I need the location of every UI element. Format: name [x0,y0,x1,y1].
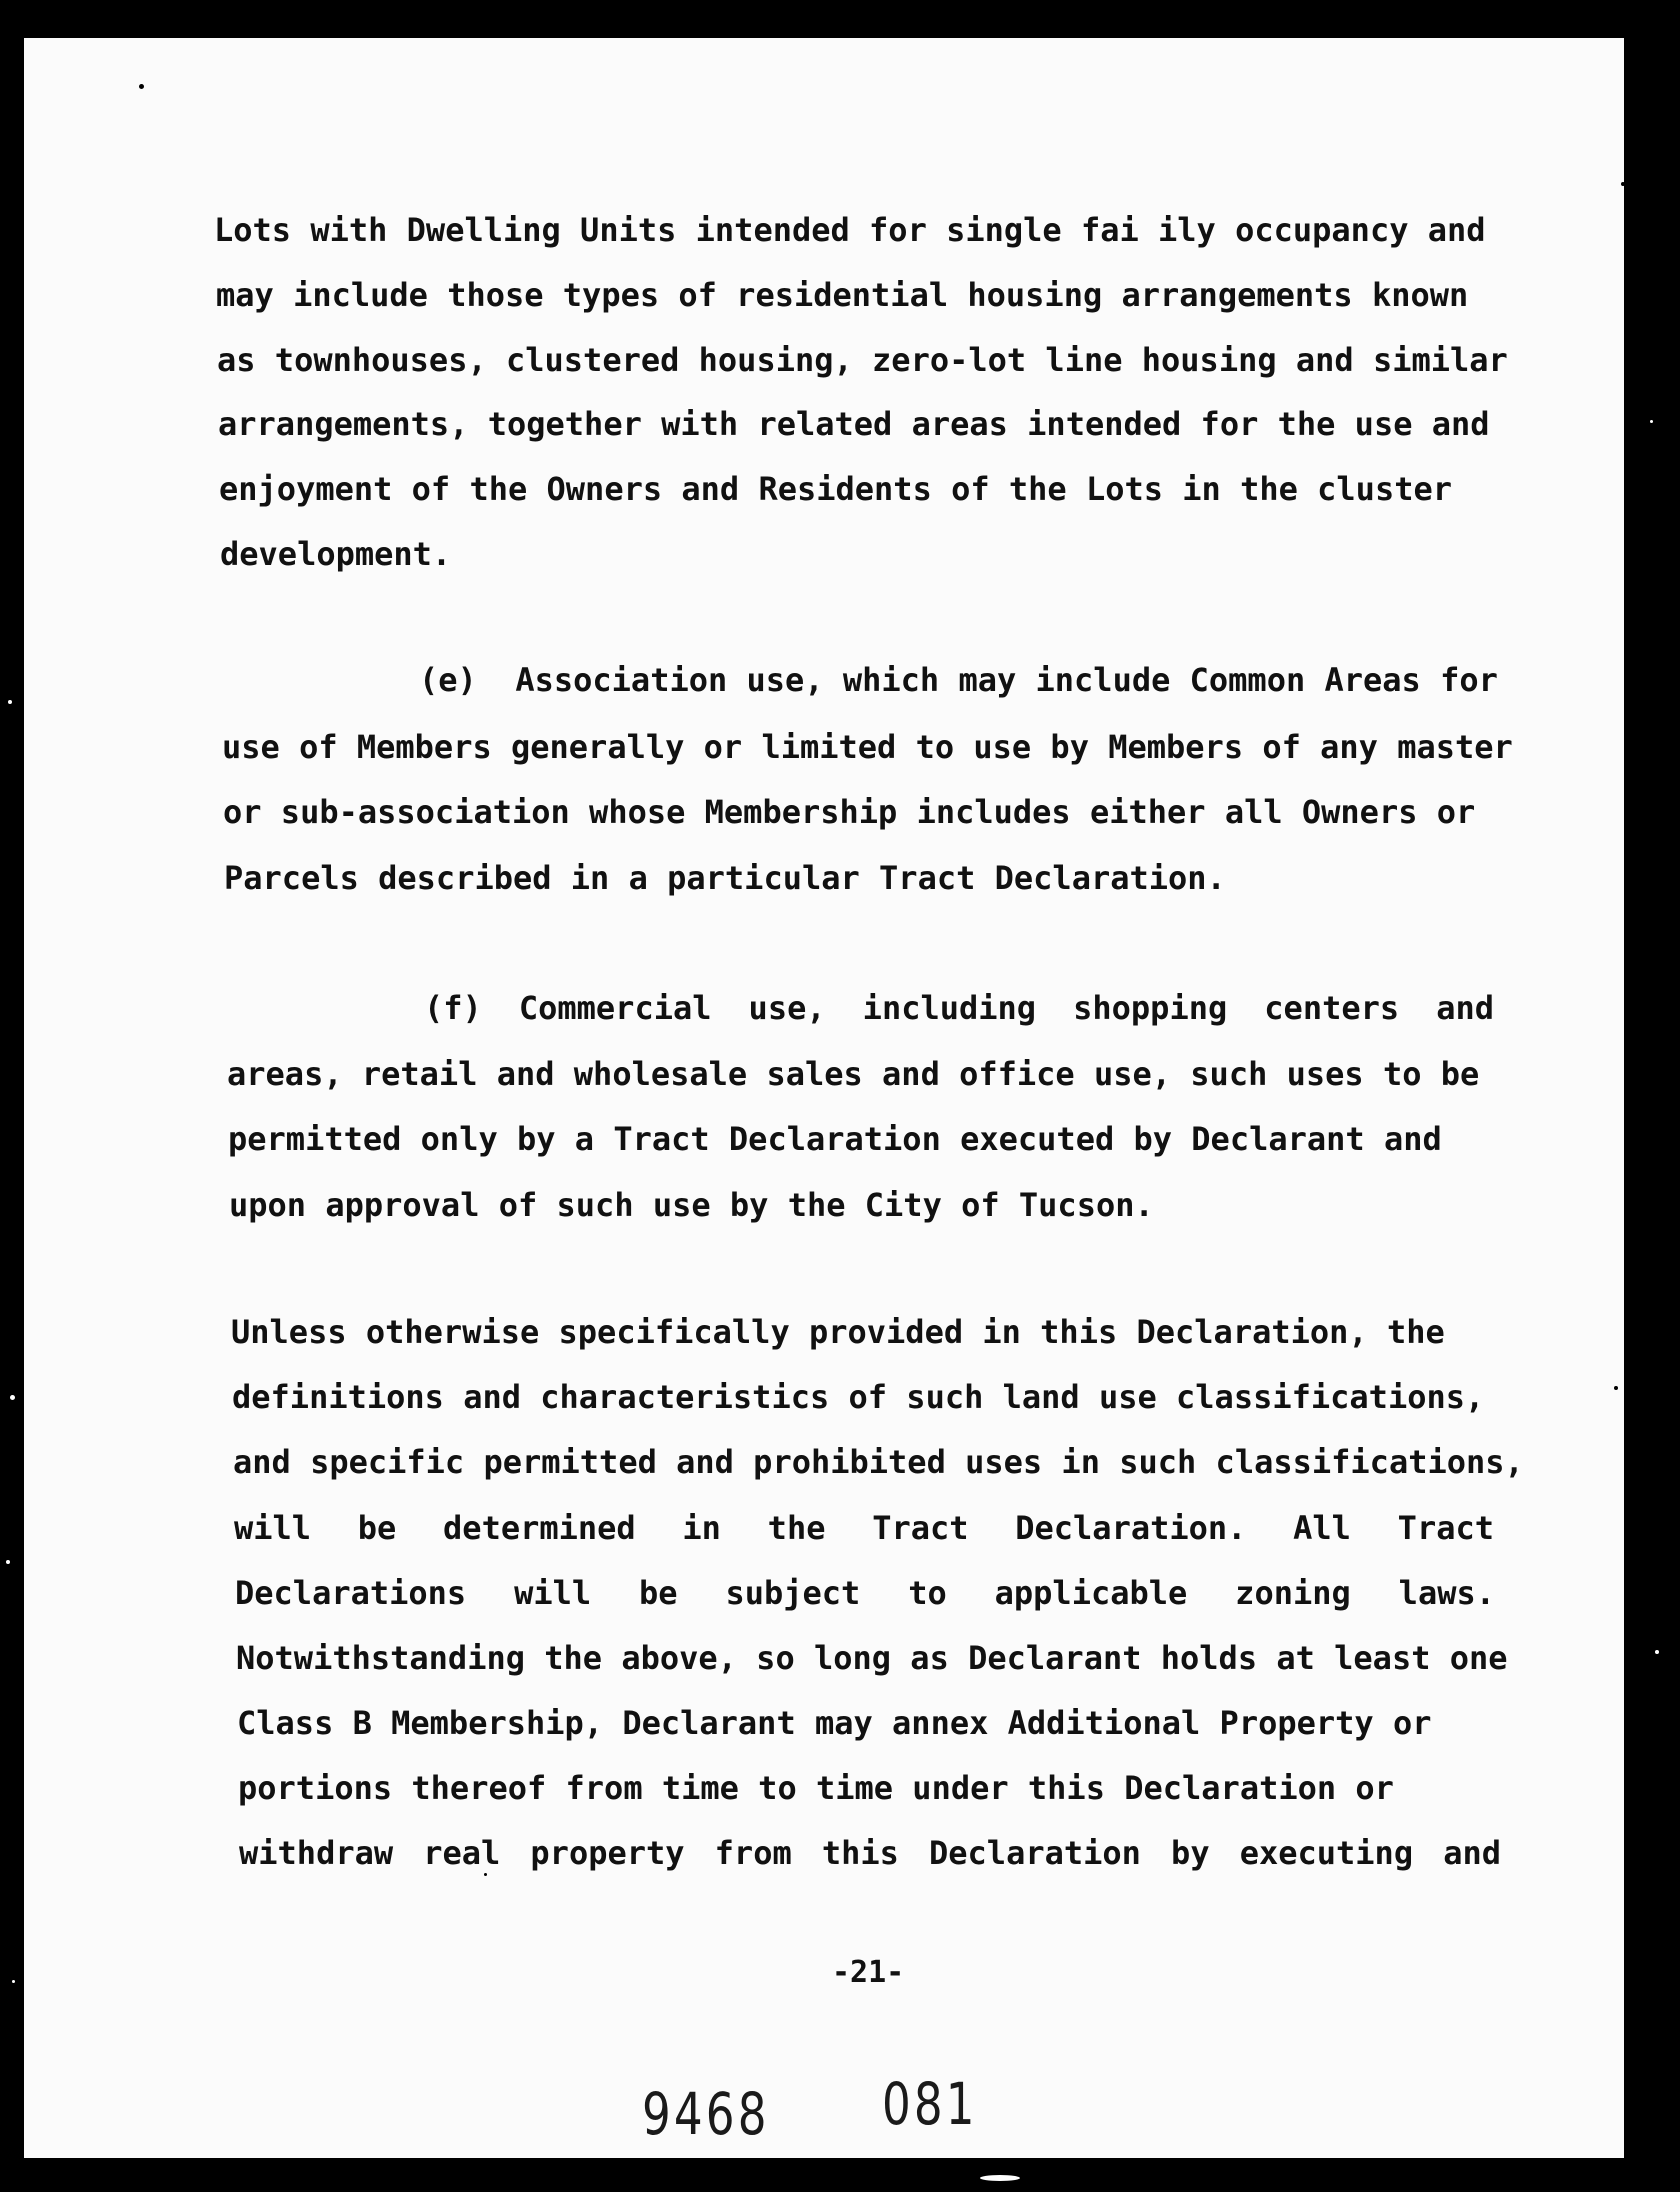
scan-speck [1621,182,1625,186]
pfinal-line-1: Unless otherwise specifically provided in this Declaration, the [231,1313,1445,1351]
p1-line-2: may include those types of residential housing arrangements known [216,276,1469,314]
recording-number-left: 9468 [642,2080,770,2148]
p1-line-5: enjoyment of the Owners and Residents of the Lots in the cluster [219,470,1452,508]
pfinal-line-6: Notwithstanding the above, so long as Declarant holds at least one [236,1639,1508,1677]
recording-number-right: 081 [882,2070,978,2138]
pfinal-line-4: will be determined in the Tract Declaration. All Tract [234,1509,1494,1547]
border-speck [12,1980,15,1983]
border-speck [6,1560,10,1564]
border-speck [10,1395,15,1400]
pe-line-1: (e) Association use, which may include Common Areas for [419,661,1498,699]
pfinal-line-5: Declarations will be subject to applicable zoning laws. [235,1574,1495,1612]
pfinal-line-9: withdraw real property from this Declaration by executing and [239,1834,1501,1872]
pe-line-3: or sub-association whose Membership includes either all Owners or [223,793,1476,831]
p1-line-1: Lots with Dwelling Units intended for single fai ily occupancy and [214,211,1486,249]
p1-line-6: development. [220,535,452,573]
border-speck [8,700,12,704]
document-sheet [24,38,1624,2158]
border-speck [1650,420,1653,423]
scan-speck [484,1873,487,1876]
pfinal-line-8: portions thereof from time to time under this Declaration or [238,1769,1394,1807]
scan-speck [139,84,144,89]
page-number: -21- [832,1955,905,1990]
pf-line-1: (f) Commercial use, including shopping centers and [424,989,1494,1027]
pf-line-4: upon approval of such use by the City of Tucson. [229,1186,1154,1224]
pfinal-line-7: Class B Membership, Declarant may annex Additional Property or [237,1704,1432,1742]
pf-line-2: areas, retail and wholesale sales and office use, such uses to be [227,1055,1480,1093]
pf-line-3: permitted only by a Tract Declaration executed by Declarant and [228,1120,1442,1158]
border-speck [1655,1650,1659,1654]
p1-line-4: arrangements, together with related areas intended for the use and [218,405,1490,443]
pfinal-line-2: definitions and characteristics of such land use classifications, [232,1378,1485,1416]
pe-line-4: Parcels described in a particular Tract Declaration. [224,859,1226,897]
scan-speck [1614,1386,1618,1390]
p1-line-3: as townhouses, clustered housing, zero-lot line housing and similar [217,341,1508,379]
border-speck [980,2175,1020,2181]
pfinal-line-3: and specific permitted and prohibited uses in such classifications, [233,1443,1524,1481]
pe-line-2: use of Members generally or limited to use by Members of any master [222,728,1513,766]
